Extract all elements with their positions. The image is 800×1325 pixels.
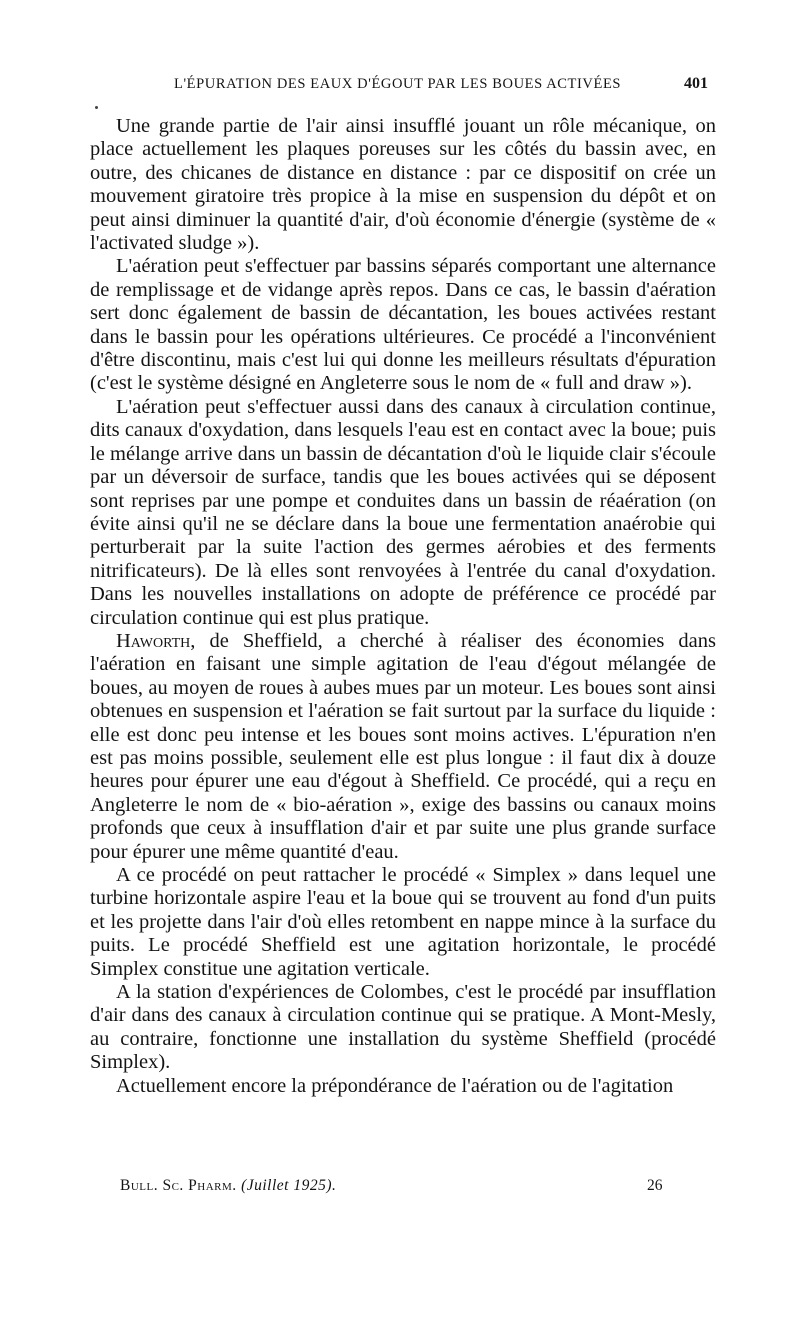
body-text (90, 115, 716, 1098)
paragraph-haworth (90, 630, 716, 864)
journal-name: Bull. Sc. Pharm. (120, 1177, 237, 1194)
paragraph-haworth-text: , de Sheffield, a cherché à réaliser des économies dans l'aération en faisant une simple agitation de l'eau d'égout mélangée de boues, au moyen de roues à aubes mues par un moteur. Les boues sont ainsi obtenues en suspension et l'aération se fait surtout par la surface du liquide : elle est donc peu intense et les boues sont moins actives. L'épuration n'en est pas moins possible, seulement elle est plus longue : il faut dix à douze heures pour épurer une eau d'égout à Sheffield. Ce procédé, qui a reçu en Angleterre le nom de « bio-aération », exige des bassins ou canaux moins profonds que ceux à insufflation d'air et par suite une plus grande surface pour épurer une même quantité d'eau. (90, 629, 716, 863)
paragraph-separate-basins: L'aération peut s'effectuer par bassins séparés comportant une alternance de remplissage et de vidange après repos. Dans ce cas, le bassin d'aération sert donc également de bassin de décantation, les boues activées restant dans le bassin pour les opérations ultérieures. Ce procédé a l'inconvénient d'être discontinu, mais c'est lui qui donne les meilleurs résultats d'épuration (c'est le système désigné en Angleterre sous le nom de « full and draw »). (90, 255, 716, 395)
journal-date: (Juillet 1925). (241, 1177, 337, 1194)
author-name: Haworth (116, 629, 191, 652)
paragraph-simplex: A ce procédé on peut rattacher le procédé « Simplex » dans lequel une turbine horizontale aspire l'eau et la boue qui se trouvent au fond d'un puits et les projette dans l'air d'où elles retombent en nappe mince à la surface du puits. Le procédé Sheffield est une agitation horizontale, le procédé Simplex constitue une agitation verticale. (90, 864, 716, 980)
signature-mark: 26 (647, 1177, 663, 1194)
paragraph-oxidation-channels-text: L'aération peut s'effectuer aussi dans des canaux à circulation continue, dits canaux d'oxydation, dans lesquels l'eau est en contact avec la boue; puis le mélange arrive dans un bassin de décantation d'où le liquide clair s'écoule par un déversoir de surface, tandis que les boues activées qui se déposent sont reprises par une pompe et conduites dans un bassin de réaération (on évite ainsi qu'il ne se déclare dans la boue une fermentation anaérobie qui perturberait par la suite l'action des germes aérobies et des ferments nitrificateurs). De là elles sont renvoyées à l'entrée du canal d'oxydation. Dans les nouvelles installations on adopte de préférence ce procédé par circulation continue qui est plus pratique. (90, 395, 716, 629)
page-number: 401 (684, 75, 708, 92)
paragraph-continuation: Actuellement encore la prépondérance de l'aération ou de l'agitation (116, 1074, 674, 1097)
journal-citation (120, 1177, 336, 1195)
page-footer (120, 1177, 670, 1199)
running-title: L'ÉPURATION DES EAUX D'ÉGOUT PAR LES BOUES ACTIVÉES (174, 76, 622, 92)
running-head (94, 76, 708, 98)
stray-mark (95, 106, 98, 109)
paragraph-colombes: A la station d'expériences de Colombes, c'est le procédé par insufflation d'air dans des canaux à circulation continue qui se pratique. A Mont-Mesly, au contraire, fonctionne une installation du système Sheffield (procédé Simplex). (90, 981, 716, 1074)
paragraph-air-insufflation: Une grande partie de l'air ainsi insufflé jouant un rôle mécanique, on place actuellement les plaques poreuses sur les côtés du bassin avec, en outre, des chicanes de distance en distance : par ce dispositif on crée un mouvement giratoire très propice à la mise en suspension du dépôt et on peut ainsi diminuer la quantité d'air, d'où économie d'énergie (système de « l'activated sludge »). (90, 115, 716, 255)
paragraph-oxidation-channels (90, 396, 716, 630)
